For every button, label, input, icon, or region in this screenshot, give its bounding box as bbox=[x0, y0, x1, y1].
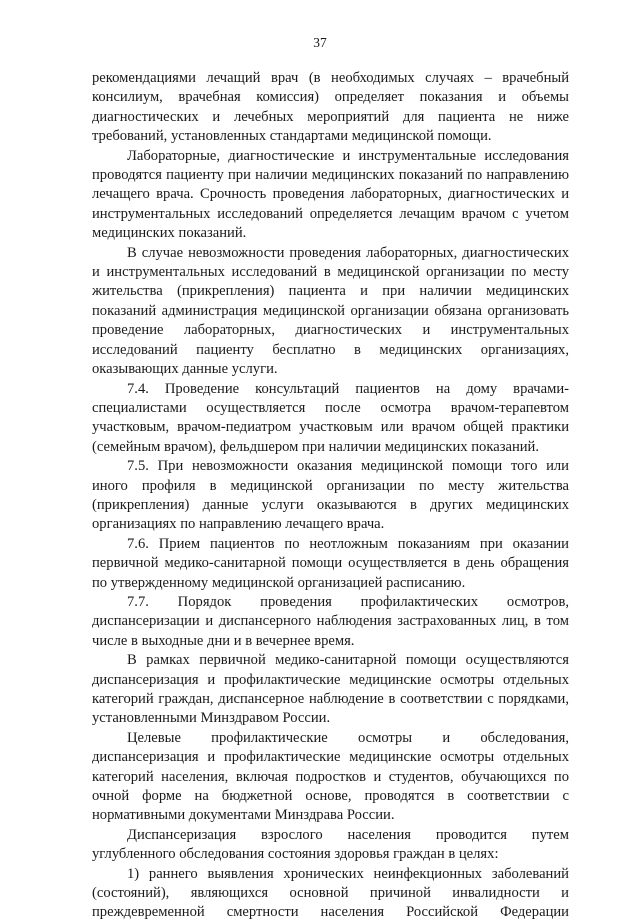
paragraph: 7.6. Прием пациентов по неотложным показаниям при оказании первичной медико-санитарной помощи осуществляется в день обращения по утвержденному медицинской организацией расписанию. bbox=[92, 535, 569, 591]
paragraph: рекомендациями лечащий врач (в необходимых случаях – врачебный консилиум, врачебная комиссия) определяет показания и объемы диагностических и лечебных мероприятий для пациента не ниже требований, установленных стандартами медицинской помощи. bbox=[92, 70, 569, 145]
paragraph: Диспансеризация взрослого населения проводится путем углубленного обследования состояния здоровья граждан в целях: bbox=[92, 826, 569, 863]
page-number: 37 bbox=[313, 35, 327, 50]
paragraph: Лабораторные, диагностические и инструментальные исследования проводятся пациенту при наличии медицинских показаний по направлению лечащего врача. Срочность проведения лабораторных, диагностических и инструментальных исследований определяется лечащим врачом с учетом медицинских показаний. bbox=[92, 147, 569, 242]
paragraph: 7.7. Порядок проведения профилактических осмотров, диспансеризации и диспансерного наблюдения застрахованных лиц, в том числе в выходные дни и в вечернее время. bbox=[92, 593, 569, 649]
paragraph: 1) раннего выявления хронических неинфекционных заболеваний (состояний), являющихся основной причиной инвалидности и преждевременной смертности населения Российской Федерации bbox=[92, 865, 569, 921]
paragraph: 7.4. Проведение консультаций пациентов на дому врачами-специалистами осуществляется после осмотра врачом-терапевтом участковым, врачом-педиатром участковым или врачом общей практики (семейным врачом), фельдшером при наличии медицинских показаний. bbox=[92, 380, 569, 455]
paragraph: 7.5. При невозможности оказания медицинской помощи того или иного профиля в медицинской организации по месту жительства (прикрепления) данные услуги оказываются в других медицинских организациях по направлению лечащего врача. bbox=[92, 458, 569, 533]
paragraph: Целевые профилактические осмотры и обследования, диспансеризация и профилактические медицинские осмотры отдельных категорий населения, включая подростков и студентов, обучающихся по очной форме на бюджетной основе, проводятся в соответствии с нормативными документами Минздрава России. bbox=[92, 729, 569, 824]
document-body bbox=[92, 69, 569, 923]
paragraph: В рамках первичной медико-санитарной помощи осуществляются диспансеризация и профилактические медицинские осмотры отдельных категорий граждан, диспансерное наблюдение в соответствии с порядками, установленными Минздравом России. bbox=[92, 652, 569, 727]
paragraph: В случае невозможности проведения лабораторных, диагностических и инструментальных исследований в медицинской организации по месту жительства (прикрепления) пациента и при наличии медицинских показаний администрация медицинской организации обязана организовать проведение лабораторных, диагностических и инструментальных исследований пациенту бесплатно в медицинских организациях, оказывающих данные услуги. bbox=[92, 244, 569, 378]
